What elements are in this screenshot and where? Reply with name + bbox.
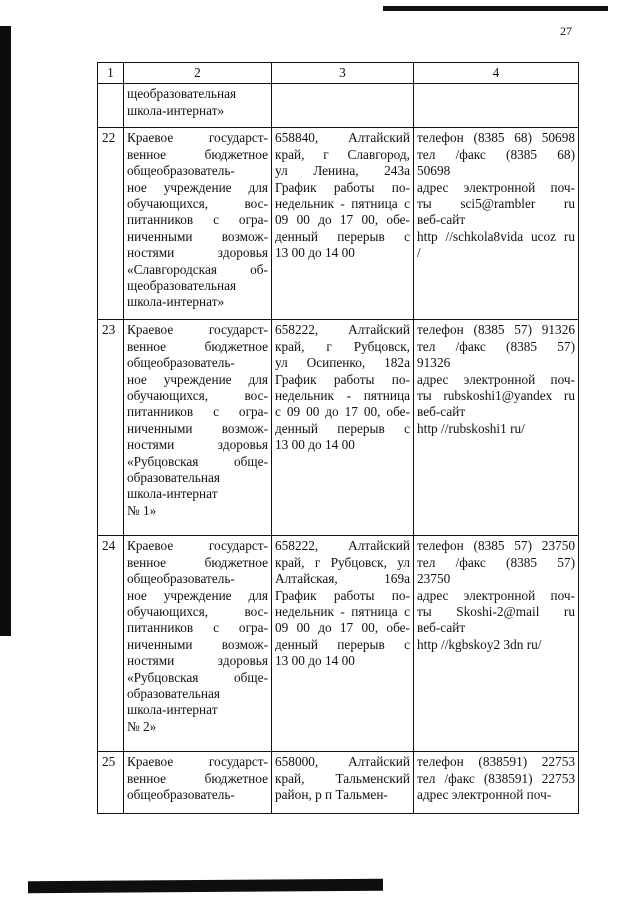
scan-edge-top xyxy=(383,6,608,11)
address-line: 13 00 до 14 00 xyxy=(275,653,355,669)
contacts-line: / xyxy=(417,245,421,261)
address-line: График работы по- xyxy=(275,179,410,195)
name-line: питанников с огра- xyxy=(127,212,268,228)
name-line: венное бюджетное xyxy=(127,146,268,162)
address-line: край, г Рубцовск, xyxy=(275,338,410,354)
address-line: 658840, Алтайский xyxy=(275,130,410,146)
table-row xyxy=(98,128,579,320)
contacts-line: тел /факс (838591) 22753 xyxy=(417,770,575,786)
contacts-line: 23750 xyxy=(417,571,451,587)
contacts-line: телефон (8385 57) 91326 xyxy=(417,322,575,338)
address-line: денный перерыв с xyxy=(275,420,410,436)
contacts-line: веб-сайт xyxy=(417,620,466,636)
cell-address xyxy=(272,84,414,128)
contacts-line: ты sci5@rambler ru xyxy=(417,195,575,211)
address-line: край, г Рубцовск, ул xyxy=(275,554,410,570)
address-line: недельник - пятница с xyxy=(275,603,410,619)
name-line: обучающихся, вос- xyxy=(127,195,268,211)
page-number: 27 xyxy=(560,24,572,38)
address-line: Алтайская, 169а xyxy=(275,571,410,587)
name-line: щеобразовательная xyxy=(127,86,237,102)
name-line: щеобразовательная xyxy=(127,277,237,293)
name-line: Краевое государст- xyxy=(127,322,268,338)
contacts-line: ты rubskoshi1@yandex ru xyxy=(417,387,575,403)
address-line: недельник - пятница xyxy=(275,387,410,403)
cell-contacts xyxy=(414,752,579,814)
name-line: ное учреждение для xyxy=(127,587,268,603)
name-line: «Славгородская об- xyxy=(127,261,268,277)
contacts-line: тел /факс (8385 68) xyxy=(417,146,575,162)
name-line: образовательная xyxy=(127,469,220,485)
name-line: питанников с огра- xyxy=(127,620,268,636)
contacts-line: ты Skoshi-2@mail ru xyxy=(417,603,575,619)
name-line: ностями здоровья xyxy=(127,653,268,669)
contacts-line: тел /факс (8385 57) xyxy=(417,554,575,570)
scan-edge-bottom xyxy=(28,879,383,893)
name-line: «Рубцовская обще- xyxy=(127,453,268,469)
contacts-line: телефон (8385 57) 23750 xyxy=(417,538,575,554)
address-line: График работы по- xyxy=(275,587,410,603)
contacts-line: тел /факс (8385 57) xyxy=(417,338,575,354)
table-row xyxy=(98,320,579,536)
contacts-line: веб-сайт xyxy=(417,212,466,228)
name-line: Краевое государст- xyxy=(127,538,268,554)
address-line: край, Тальменский xyxy=(275,770,410,786)
name-line: обучающихся, вос- xyxy=(127,387,268,403)
address-line: недельник - пятница с xyxy=(275,195,410,211)
name-line: Краевое государст- xyxy=(127,754,268,770)
cell-address xyxy=(272,320,414,536)
row-number: 23 xyxy=(98,320,124,536)
name-line: Краевое государст- xyxy=(127,130,268,146)
address-line: 09 00 до 17 00, обе- xyxy=(275,212,410,228)
name-line: венное бюджетное xyxy=(127,770,268,786)
name-line: общеобразователь- xyxy=(127,163,235,179)
contacts-line: адрес электронной поч- xyxy=(417,587,575,603)
contacts-line: адрес электронной поч- xyxy=(417,179,575,195)
name-line: № 1» xyxy=(127,502,157,518)
cell-contacts xyxy=(414,536,579,752)
name-line: общеобразователь- xyxy=(127,571,235,587)
name-line: ное учреждение для xyxy=(127,371,268,387)
cell-name xyxy=(124,320,272,536)
address-line: денный перерыв с xyxy=(275,228,410,244)
cell-address xyxy=(272,128,414,320)
cell-address xyxy=(272,536,414,752)
name-line: ниченными возмож- xyxy=(127,636,268,652)
name-line: ниченными возмож- xyxy=(127,228,268,244)
address-line: денный перерыв с xyxy=(275,636,410,652)
contacts-line: 91326 xyxy=(417,355,451,371)
cell-contacts xyxy=(414,84,579,128)
address-line: край, г Славгород, xyxy=(275,146,410,162)
name-line: школа-интернат» xyxy=(127,102,225,118)
table-row xyxy=(98,536,579,752)
cell-contacts xyxy=(414,128,579,320)
row-number xyxy=(98,84,124,128)
name-line: школа-интернат xyxy=(127,702,218,718)
name-line: питанников с огра- xyxy=(127,404,268,420)
cell-name xyxy=(124,84,272,128)
row-number: 25 xyxy=(98,752,124,814)
address-line: с 09 00 до 17 00, обе- xyxy=(275,404,410,420)
table-row xyxy=(98,752,579,814)
column-header-row xyxy=(98,63,579,84)
cell-contacts xyxy=(414,320,579,536)
cell-address xyxy=(272,752,414,814)
contacts-line: адрес электронной поч- xyxy=(417,371,575,387)
column-header: 4 xyxy=(414,63,579,84)
address-line: 13 00 до 14 00 xyxy=(275,245,355,261)
name-line: «Рубцовская обще- xyxy=(127,669,268,685)
cell-name xyxy=(124,752,272,814)
contacts-line: 50698 xyxy=(417,163,451,179)
name-line: венное бюджетное xyxy=(127,338,268,354)
address-line: 09 00 до 17 00, обе- xyxy=(275,620,410,636)
scan-edge-left xyxy=(0,26,11,636)
institutions-table xyxy=(97,62,579,814)
name-line: общеобразователь- xyxy=(127,787,235,803)
cell-name xyxy=(124,536,272,752)
name-line: венное бюджетное xyxy=(127,554,268,570)
address-line: 658000, Алтайский xyxy=(275,754,410,770)
name-line: ностями здоровья xyxy=(127,245,268,261)
address-line: район, р п Тальмен- xyxy=(275,787,388,803)
cell-name xyxy=(124,128,272,320)
column-header: 1 xyxy=(98,63,124,84)
contacts-line: телефон (8385 68) 50698 xyxy=(417,130,575,146)
name-line: школа-интернат xyxy=(127,486,218,502)
contacts-line: http //rubskoshi1 ru/ xyxy=(417,420,525,436)
address-line: 658222, Алтайский xyxy=(275,322,410,338)
column-header: 3 xyxy=(272,63,414,84)
address-line: ул Осипенко, 182а xyxy=(275,355,410,371)
contacts-line: веб-сайт xyxy=(417,404,466,420)
column-header: 2 xyxy=(124,63,272,84)
row-number: 22 xyxy=(98,128,124,320)
name-line: ниченными возмож- xyxy=(127,420,268,436)
contacts-line: адрес электронной поч- xyxy=(417,787,552,803)
contacts-line: телефон (838591) 22753 xyxy=(417,754,575,770)
table-row xyxy=(98,84,579,128)
name-line: ное учреждение для xyxy=(127,179,268,195)
name-line: № 2» xyxy=(127,718,157,734)
address-line: График работы по- xyxy=(275,371,410,387)
address-line: ул Ленина, 243а xyxy=(275,163,410,179)
contacts-line: http //kgbskoy2 3dn ru/ xyxy=(417,636,542,652)
address-line: 658222, Алтайский xyxy=(275,538,410,554)
row-number: 24 xyxy=(98,536,124,752)
name-line: общеобразователь- xyxy=(127,355,235,371)
name-line: обучающихся, вос- xyxy=(127,603,268,619)
name-line: образовательная xyxy=(127,685,220,701)
name-line: школа-интернат» xyxy=(127,294,225,310)
address-line: 13 00 до 14 00 xyxy=(275,437,355,453)
contacts-line: http //schkola8vida ucoz ru xyxy=(417,228,575,244)
name-line: ностями здоровья xyxy=(127,437,268,453)
